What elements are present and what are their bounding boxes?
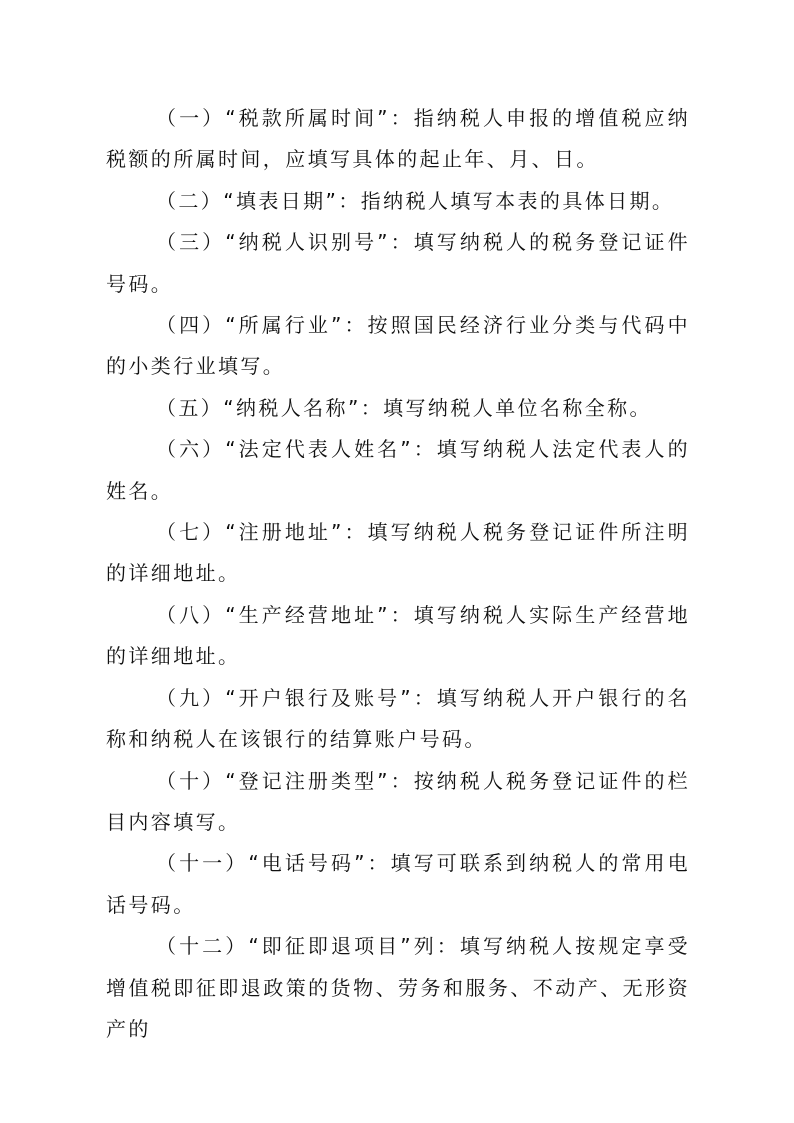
paragraph-8: （八）“生产经营地址”：填写纳税人实际生产经营地的详细地址。 bbox=[106, 602, 690, 669]
paragraph-3: （三）“纳税人识别号”：填写纳税人的税务登记证件号码。 bbox=[106, 230, 690, 296]
document-body bbox=[106, 98, 690, 1050]
paragraph-9: （九）“开户银行及账号”：填写纳税人开户银行的名称和纳税人在该银行的结算账户号码。 bbox=[106, 685, 690, 752]
paragraph-10: （十）“登记注册类型”：按纳税人税务登记证件的栏目内容填写。 bbox=[106, 768, 690, 834]
paragraph-7: （七）“注册地址”：填写纳税人税务登记证件所注明的详细地址。 bbox=[106, 520, 690, 586]
paragraph-5: （五）“纳税人名称”：填写纳税人单位名称全称。 bbox=[156, 395, 652, 420]
paragraph-11: （十一）“电话号码”：填写可联系到纳税人的常用电话号码。 bbox=[106, 851, 690, 917]
paragraph-6: （六）“法定代表人姓名”：填写纳税人法定代表人的姓名。 bbox=[106, 437, 690, 503]
paragraph-1: （一）“税款所属时间”：指纳税人申报的增值税应纳税额的所属时间，应填写具体的起止年、月、日。 bbox=[106, 106, 690, 172]
paragraph-4: （四）“所属行业”：按照国民经济行业分类与代码中的小类行业填写。 bbox=[106, 313, 690, 379]
paragraph-12: （十二）“即征即退项目”列：填写纳税人按规定享受增值税即征即退政策的货物、劳务和服务、不动产、无形资产的 bbox=[106, 934, 690, 1041]
paragraph-2: （二）“填表日期”：指纳税人填写本表的具体日期。 bbox=[156, 188, 675, 213]
